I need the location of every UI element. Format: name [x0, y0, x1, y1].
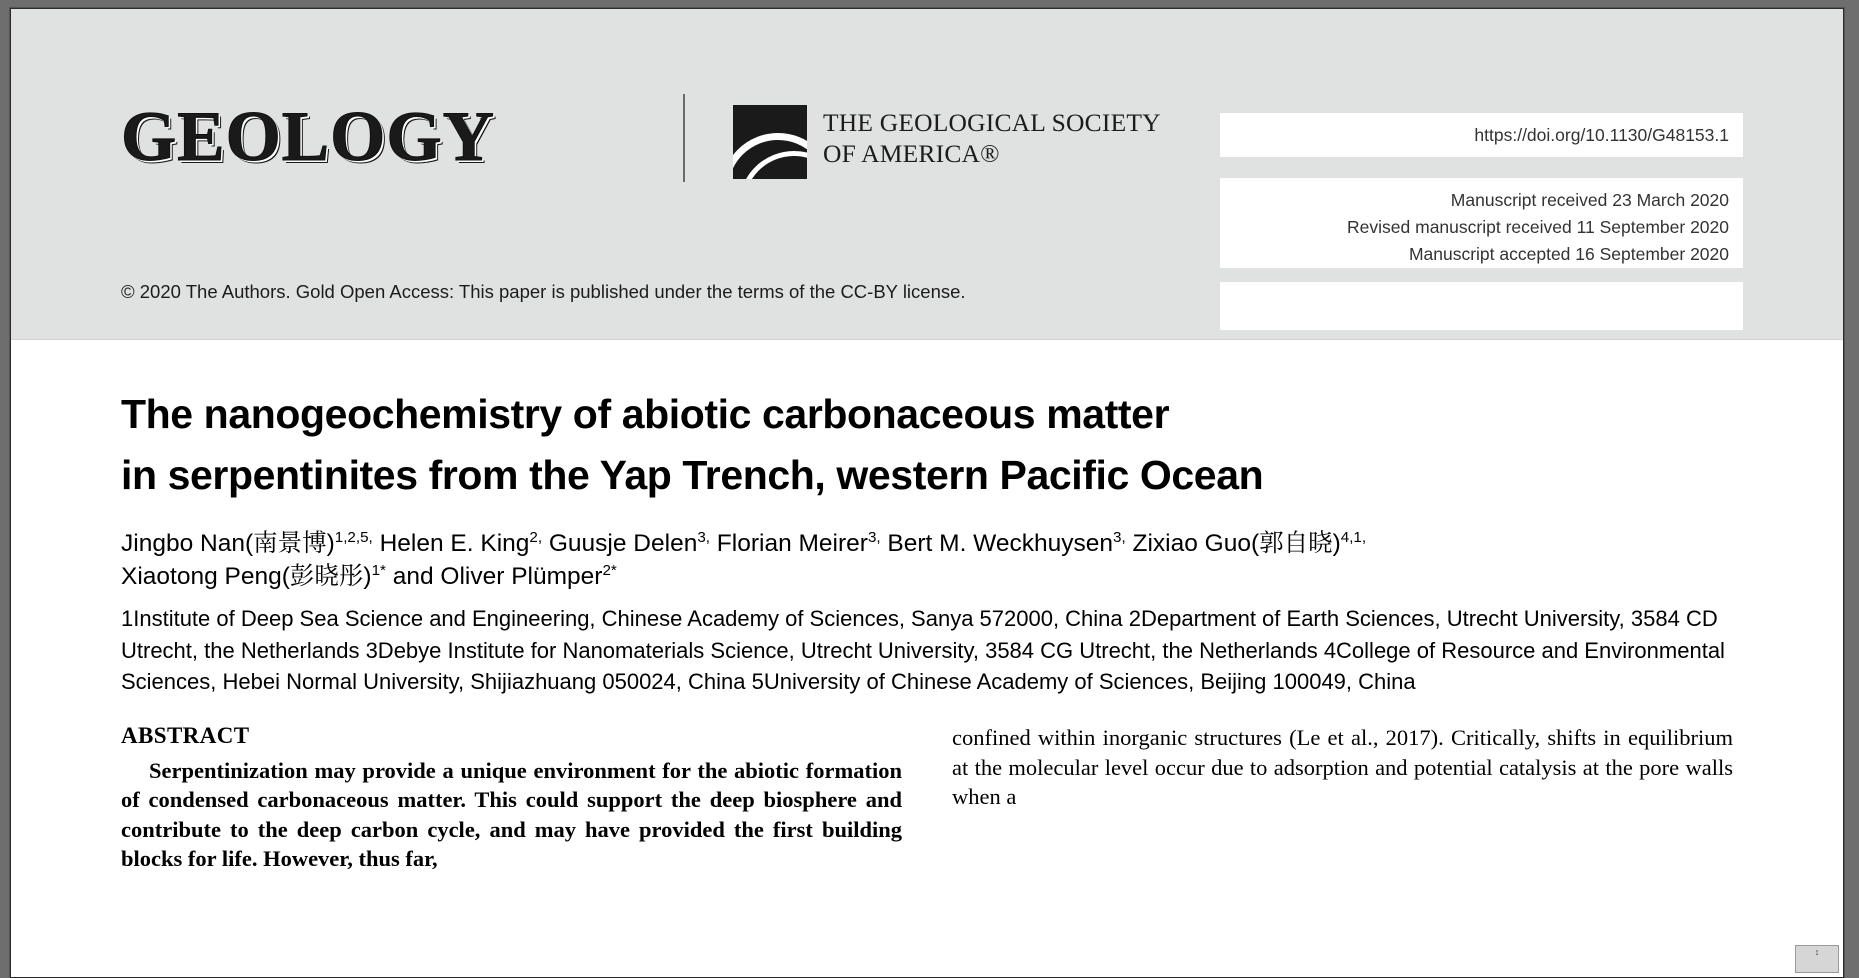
article-title-line1: The nanogeochemistry of abiotic carbonaceous matter	[121, 391, 1170, 437]
author-line-2: Xiaotong Peng(彭晓彤)$^{1*}$ and Oliver Plümper$^{2*}$	[121, 562, 617, 591]
logo-divider	[683, 94, 685, 182]
affiliation-list: 1Institute of Deep Sea Science and Engineering, Chinese Academy of Sciences, Sanya 572000, China 2Department of Earth Sciences, Utrecht University, 3584 CD Utrecht, the Netherlands 3Debye Institute for Nanomaterials Science, Utrecht University, 3584 CG Utrecht, the Netherlands 4College of Resource and Environmental Sciences, Hebei Normal University, Shijiazhuang 050024, China 5University of Chinese Academy of Sciences, Beijing 100049, China	[121, 606, 1725, 694]
two-column-layout	[121, 723, 1733, 873]
author-list	[121, 527, 1733, 593]
date-received: Manuscript received 23 March 2020	[1450, 190, 1729, 210]
abstract-heading: ABSTRACT	[121, 723, 250, 749]
doi-link[interactable]: https://doi.org/10.1130/G48153.1	[1474, 125, 1729, 145]
date-accepted: Manuscript accepted 16 September 2020	[1408, 244, 1729, 264]
article-title	[121, 384, 1733, 505]
gsa-society-line2: OF AMERICA®	[823, 139, 1000, 168]
manuscript-dates-box	[1220, 178, 1743, 268]
journal-masthead	[11, 9, 1843, 340]
masthead-blank-box	[1220, 282, 1743, 330]
right-column-text: confined within inorganic structures (Le et al., 2017). Critically, shifts in equilibrium at the molecular level occur due to adsorption and potential catalysis at the pore walls when a	[952, 725, 1733, 810]
right-column	[952, 723, 1733, 873]
author-line-1: Jingbo Nan(南景博)$^{1,2,5,}$ Helen E. King$^{2,}$ Guusje Delen$^{3,}$ Florian Meirer$^{3,}$ Bert M. Weckhuysen$^{3,}$ Zixiao Guo(郭自晓)$^{4,1,}$	[121, 529, 1367, 558]
article-body	[11, 384, 1843, 873]
viewer-corner-control[interactable]: ↕	[1795, 945, 1839, 973]
doi-box	[1220, 113, 1743, 157]
abstract-text: Serpentinization may provide a unique environment for the abiotic formation of condensed carbonaceous matter. This could support the deep biosphere and contribute to the deep carbon cycle, and may have provided the first building blocks for life. However, thus far,	[121, 758, 902, 871]
gsa-society-name	[823, 107, 1161, 169]
date-revised: Revised manuscript received 11 September 2020	[1347, 217, 1729, 237]
article-title-line2: in serpentinites from the Yap Trench, western Pacific Ocean	[121, 451, 1264, 498]
copyright-notice: © 2020 The Authors. Gold Open Access: This paper is published under the terms of the CC-BY license.	[121, 281, 966, 302]
gsa-emblem-icon	[733, 105, 807, 179]
geology-logo: GEOLOGY	[121, 98, 495, 176]
gsa-society-line1: THE GEOLOGICAL SOCIETY	[823, 108, 1161, 137]
pdf-page	[10, 8, 1844, 978]
left-column	[121, 723, 902, 873]
